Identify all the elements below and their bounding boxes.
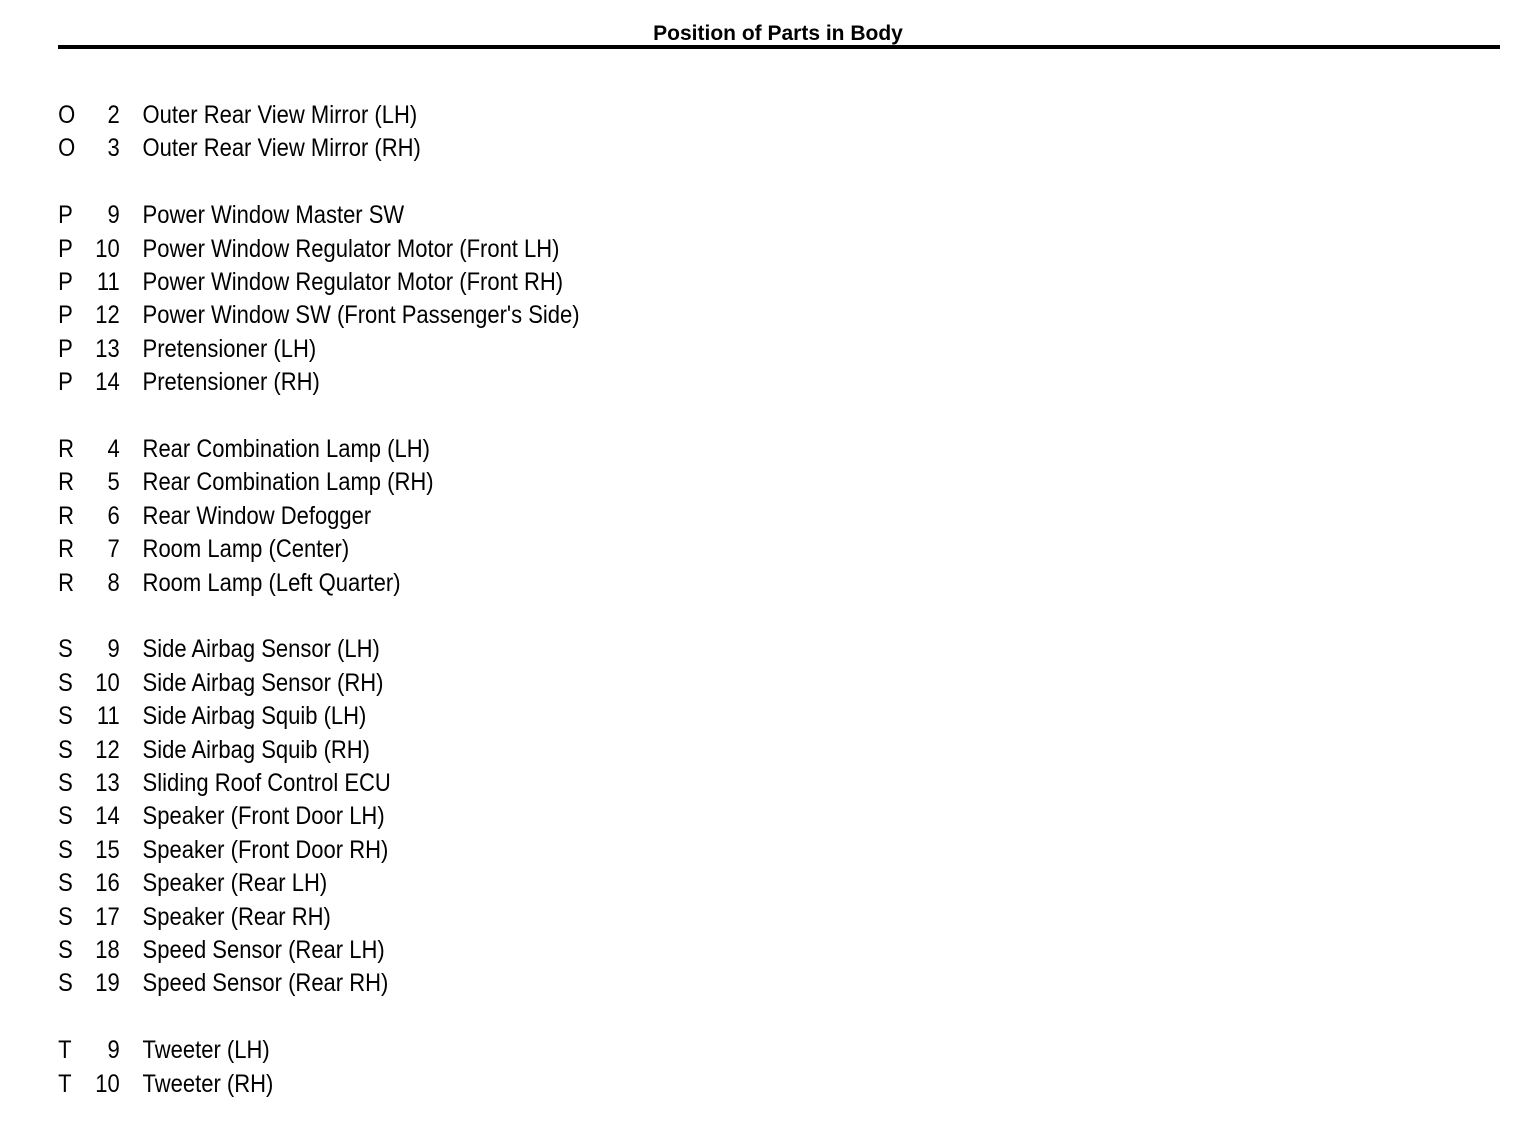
part-number: 10 [95,234,120,263]
part-number: 4 [107,435,120,463]
list-item [0,667,616,699]
part-name: Tweeter (LH) [142,1036,270,1065]
part-letter: S [58,769,73,797]
part-number: 14 [95,802,120,831]
part-letter: S [58,835,73,864]
part-number: 13 [95,334,120,363]
part-letter: S [58,902,73,931]
part-number: 13 [95,769,120,797]
part-number: 6 [107,501,120,530]
part-letter: R [58,501,74,530]
part-number: 10 [95,668,120,697]
part-name: Speaker (Front Door LH) [142,802,385,831]
part-name: Power Window SW (Front Passenger's Side) [142,301,580,330]
part-number: 15 [95,835,120,864]
part-number: 10 [95,1069,120,1098]
part-letter: S [58,735,73,764]
part-name: Room Lamp (Center) [142,535,350,564]
list-item [0,633,616,665]
part-letter: P [58,268,73,296]
part-number: 9 [107,635,120,664]
part-letter: S [58,635,73,664]
list-item [0,901,616,933]
part-name: Side Airbag Sensor (RH) [142,668,384,697]
part-number: 11 [96,268,120,296]
part-name: Speed Sensor (Rear LH) [142,936,385,964]
part-letter: S [58,869,73,898]
list-item [0,1068,616,1100]
part-name: Speaker (Front Door RH) [142,835,389,864]
part-name: Pretensioner (LH) [142,334,317,363]
list-item [0,867,616,899]
list-item [0,1034,616,1066]
part-number: 2 [107,101,120,129]
part-number: 16 [95,869,120,898]
part-number: 19 [95,969,120,998]
part-name: Rear Combination Lamp (RH) [142,468,434,497]
part-name: Pretensioner (RH) [142,368,320,397]
part-number: 17 [95,902,120,931]
part-number: 9 [107,1036,120,1065]
list-item [0,266,616,298]
page-title: Position of Parts in Body [653,22,903,45]
list-item [0,934,616,966]
part-letter: P [58,301,73,330]
list-item [0,199,616,231]
part-letter: P [58,368,73,397]
part-number: 8 [107,568,120,597]
list-item [0,700,616,732]
part-letter: T [58,1036,72,1065]
part-letter: R [58,435,74,463]
part-letter: P [58,334,73,363]
part-name: Power Window Regulator Motor (Front LH) [142,234,560,263]
part-letter: P [58,234,73,263]
part-number: 18 [95,936,120,964]
part-number: 12 [95,301,120,330]
list-item [0,734,616,766]
list-item [0,99,616,131]
list-item [0,132,616,164]
part-number: 7 [107,535,120,564]
list-item [0,767,616,799]
part-name: Speaker (Rear RH) [142,902,331,931]
list-item [0,567,616,599]
part-name: Outer Rear View Mirror (LH) [142,101,418,129]
part-name: Rear Combination Lamp (LH) [142,435,430,463]
list-item [0,466,616,498]
part-letter: O [58,134,76,163]
part-letter: S [58,668,73,697]
part-name: Speaker (Rear LH) [142,869,328,898]
part-number: 9 [107,201,120,230]
part-name: Tweeter (RH) [142,1069,274,1098]
part-name: Sliding Roof Control ECU [142,769,391,797]
part-letter: R [58,535,74,564]
part-letter: O [58,101,76,129]
list-item [0,533,616,565]
part-letter: S [58,802,73,831]
part-letter: S [58,969,73,998]
part-name: Side Airbag Sensor (LH) [142,635,380,664]
part-number: 14 [95,368,120,397]
part-number: 11 [96,702,120,731]
part-letter: T [58,1069,72,1098]
part-name: Side Airbag Squib (RH) [142,735,371,764]
part-number: 12 [95,735,120,764]
list-item [0,366,616,398]
list-item [0,800,616,832]
part-number: 5 [107,468,120,497]
list-item [0,500,616,532]
part-name: Power Window Master SW [142,201,405,230]
list-item [0,233,616,265]
part-name: Power Window Regulator Motor (Front RH) [142,268,564,296]
list-item [0,433,616,465]
part-letter: R [58,468,74,497]
part-letter: S [58,936,73,964]
part-letter: R [58,568,74,597]
part-number: 3 [107,134,120,163]
part-name: Rear Window Defogger [142,501,372,530]
part-name: Room Lamp (Left Quarter) [142,568,401,597]
part-name: Outer Rear View Mirror (RH) [142,134,421,163]
part-letter: S [58,702,73,731]
list-item [0,834,616,866]
list-item [0,967,616,999]
part-name: Speed Sensor (Rear RH) [142,969,389,998]
part-letter: P [58,201,73,230]
list-item [0,299,616,331]
part-name: Side Airbag Squib (LH) [142,702,367,731]
list-item [0,333,616,365]
